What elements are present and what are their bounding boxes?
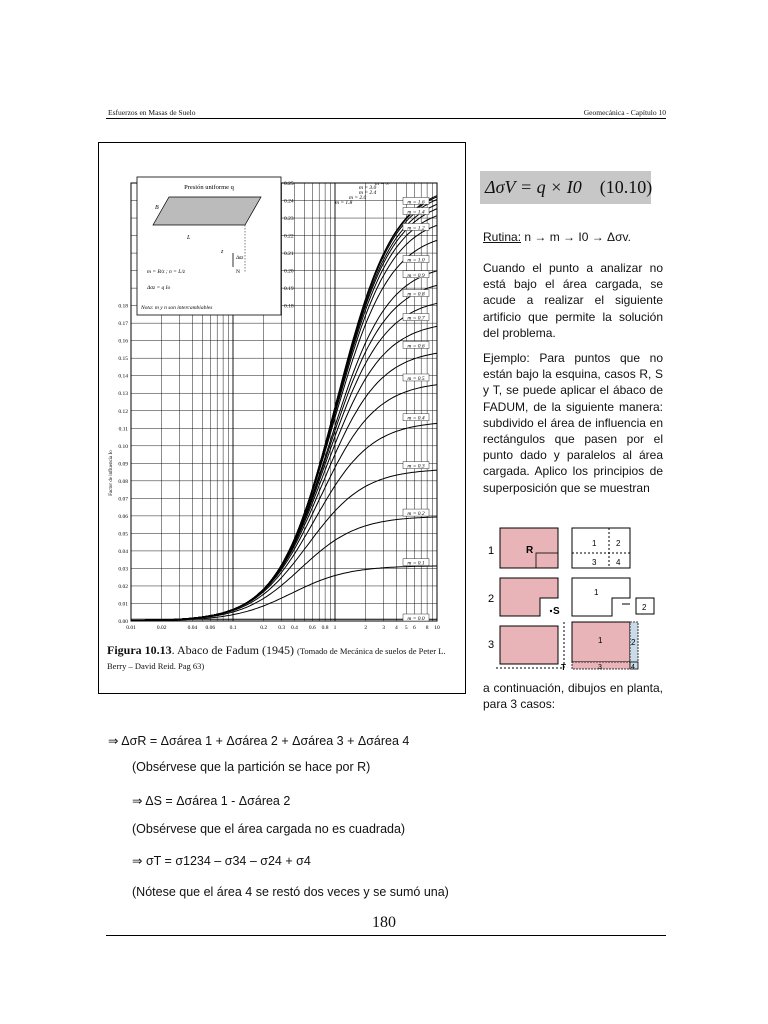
x-tick-label: 0.02: [156, 625, 167, 631]
superposition-cases-diagram: [478, 522, 668, 672]
x-tick-label: 0.4: [290, 625, 298, 631]
paragraph-artificio: Cuando el punto a analizar no está bajo el área cargada, se acude a realizar el siguiente artificio que permite la solución del problema.: [483, 261, 663, 340]
y-tick-label-right: 0.22: [284, 233, 294, 240]
curve-label: m = 1.0: [407, 257, 425, 264]
equation-sigma-R: ⇒ ΔσR = Δσárea 1 + Δσárea 2 + Δσárea 3 + Δσárea 4: [108, 734, 410, 748]
y-tick-label-right: 0.25: [284, 181, 294, 187]
curve-label-top: m = 2.0: [349, 195, 367, 201]
equation-lhs: ΔσV: [485, 177, 516, 197]
case-1-area-2: 2: [616, 539, 621, 548]
y-tick-label: 0.08: [118, 478, 128, 485]
curve-label: m = 0.1: [407, 560, 425, 567]
x-tick-label: 10: [434, 625, 440, 631]
y-tick-label: 0.10: [118, 443, 128, 450]
case-3-area-3-label: 3: [598, 664, 602, 671]
equation-sigma-T: ⇒ σT = σ1234 – σ34 – σ24 + σ4: [132, 854, 311, 868]
case-3-point-T: T: [561, 663, 566, 672]
case-3-number: 3: [488, 639, 495, 651]
x-tick-label: 3: [382, 625, 386, 631]
case-1-point-R: R: [526, 545, 534, 556]
x-tick-label: 0.2: [260, 625, 268, 631]
rutina-line: [483, 229, 663, 245]
y-tick-label: 0.17: [118, 321, 128, 328]
paragraph-casos: a continuación, dibujos en planta, para 3 casos:: [483, 681, 663, 712]
y-tick-label-right: 0.21: [284, 251, 294, 258]
case-1-area-1: 1: [592, 539, 597, 548]
curve-label: m = 1.6: [407, 199, 425, 206]
footer-rule: [106, 935, 666, 936]
case-2-point-dot: [550, 610, 552, 612]
x-tick-label: 8: [425, 625, 429, 631]
inset-label-B: B: [155, 205, 159, 211]
inset-label-L: L: [187, 235, 191, 241]
x-tick-label: 0.3: [278, 625, 286, 631]
curve-10: [131, 303, 437, 620]
inset-formula-2: Δσz = q Io: [147, 285, 171, 291]
case-1-area-4: 4: [616, 558, 621, 567]
case-2-number: 2: [488, 593, 495, 605]
inset-label-N: N: [236, 269, 240, 275]
y-tick-label-right: 0.24: [284, 198, 294, 205]
y-tick-label: 0.18: [118, 303, 128, 310]
x-tick-label: 6: [412, 625, 416, 631]
case-2-area-2-label: 2: [642, 603, 647, 612]
x-tick-label: 0.8: [321, 625, 329, 631]
case-1-area-3: 3: [592, 558, 597, 567]
curve-13: [131, 385, 437, 621]
rutina-label: Rutina:: [483, 230, 522, 244]
curve-label-top: m = 3.0: [359, 185, 377, 191]
case-2-point-S: S: [553, 606, 560, 617]
y-tick-label: 0.07: [118, 496, 128, 503]
curve-label: m = 0.3: [407, 463, 425, 470]
y-axis-label: Factor de influencia Io: [109, 450, 114, 496]
curve-label: m = 0.9: [407, 272, 425, 279]
running-header-left: Esfuerzos en Masas de Suelo: [108, 108, 196, 117]
equation-rhs: = q × I0: [519, 177, 582, 197]
curve-15: [131, 470, 437, 621]
header-rule: [106, 118, 666, 119]
note-area-4: (Nótese que el área 4 se restó dos veces y se sumó una): [132, 885, 449, 899]
y-tick-label-right: 0.18: [284, 303, 294, 310]
figure-fadum-chart: [98, 142, 466, 694]
curve-label: m = 1.2: [407, 225, 425, 232]
note-area-no-cuadrada: (Obsérvese que el área cargada no es cuadrada): [132, 822, 406, 836]
note-particion: (Obsérvese que la partición se hace por R): [132, 760, 371, 774]
x-tick-label: 0.04: [187, 625, 198, 631]
paragraph-ejemplo: Ejemplo: Para puntos que no están bajo la esquina, casos R, S y T, se puede aplicar el ábaco de FADUM, de la siguiente manera: subdivido el área de influencia en rectángulos que pasen por el punto dado y paralelos al área cargada. Aplico los principios de superposición que se muestran: [483, 351, 663, 495]
curve-label: m = 0.4: [407, 415, 425, 422]
curve-label-top: m = ∞: [375, 181, 390, 187]
inset-formula-1: m = B/z ; n = L/z: [147, 269, 185, 275]
inset-label-dsz: Δσz: [236, 256, 244, 261]
caption-figure-label: Figura 10.13: [107, 643, 172, 657]
caption-title: . Abaco de Fadum (1945): [171, 643, 297, 657]
inset-loaded-rectangle: [153, 197, 261, 225]
curve-label: m = 0.7: [407, 315, 425, 322]
rutina-text: n → m → I0 → Δσv.: [521, 230, 631, 244]
y-tick-label: 0.02: [118, 583, 128, 590]
case-3-area-2-label: 2: [631, 638, 636, 647]
y-tick-label: 0.03: [118, 566, 128, 573]
curve-label: m = 0.5: [407, 375, 425, 382]
y-tick-label: 0.11: [118, 426, 128, 433]
y-tick-label-right: 0.20: [284, 268, 294, 275]
case-2-area-1: [572, 578, 630, 616]
curve-9: [131, 285, 437, 620]
curve-label-top: m = 2.4: [359, 190, 377, 196]
equation-10-10: [480, 171, 651, 204]
running-header-right: Geomecánica - Capítulo 10: [583, 108, 666, 117]
y-tick-label: 0.16: [118, 338, 128, 345]
inset-label-z: z: [221, 249, 224, 255]
x-tick-label: 4: [395, 625, 398, 631]
inset-note: Nota: m y n son intercambiables: [141, 305, 213, 311]
page-number: 180: [372, 914, 396, 931]
figure-caption: [107, 643, 459, 673]
y-tick-label-right: 0.23: [284, 216, 294, 223]
y-tick-label: 0.01: [118, 601, 128, 608]
x-tick-label: 0.06: [205, 625, 216, 631]
y-tick-label: 0.15: [118, 356, 128, 363]
y-tick-label: 0.04: [118, 548, 128, 555]
case-3-loaded-area: [500, 626, 558, 664]
case-3-area-1-label: 1: [598, 636, 603, 645]
case-3-area-4-label: 4: [631, 664, 635, 671]
equation-number: (10.10): [599, 177, 653, 197]
x-tick-label: 5: [404, 625, 408, 631]
case-1-partition: [572, 528, 630, 568]
inset-title: Presión uniforme q: [184, 184, 234, 191]
curve-14: [131, 423, 437, 620]
curve-label: m = 0.2: [407, 511, 425, 518]
curve-label-top: m = 1.8: [335, 200, 353, 206]
equation-sigma-S: ⇒ ΔS = Δσárea 1 - Δσárea 2: [132, 794, 291, 808]
y-tick-label: 0.12: [118, 408, 128, 415]
y-tick-label: 0.14: [118, 373, 128, 380]
y-tick-label-right: 0.19: [284, 286, 294, 293]
y-tick-label: 0.06: [118, 513, 128, 520]
case-1-number: 1: [488, 545, 495, 557]
curve-label: m = 1.4: [407, 209, 425, 216]
y-tick-label: 0.09: [118, 461, 128, 468]
y-tick-label: 0.05: [118, 531, 128, 538]
y-tick-label: 0.13: [118, 391, 128, 398]
x-tick-label: 0.6: [308, 625, 316, 631]
caption-source: (Tomado de Mecánica de suelos de Peter L. Berry – David Reid. Pag 63): [107, 646, 446, 671]
curve-label: m = 0.6: [407, 343, 425, 350]
x-tick-label: 0.01: [126, 625, 136, 631]
fadum-chart-svg: [99, 143, 467, 643]
x-tick-label: 2: [364, 625, 368, 631]
case-2-loaded-area: [500, 578, 558, 616]
x-tick-label: 1: [333, 625, 337, 631]
curve-label: m = 0.8: [407, 291, 425, 298]
x-tick-label: 0.1: [229, 625, 237, 631]
curve-label: m = 0.0: [407, 616, 425, 622]
case-2-area-1-label: 1: [594, 588, 599, 597]
y-tick-label: 0.00: [118, 619, 128, 625]
